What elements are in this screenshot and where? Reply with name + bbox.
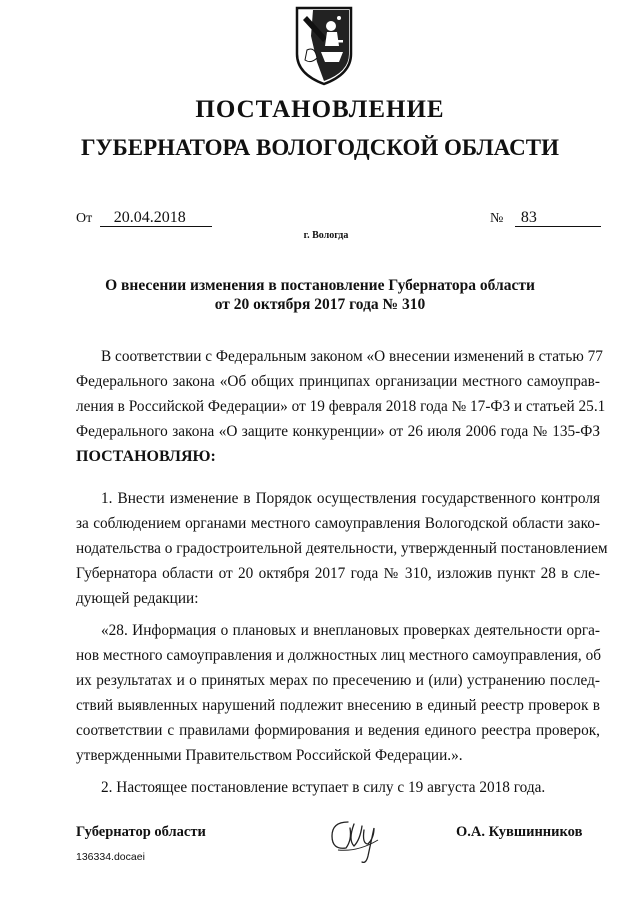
subject-line: от 20 октября 2017 года № 310 xyxy=(214,296,426,313)
coat-of-arms-icon xyxy=(293,2,355,86)
body-line: 1. Внести изменение в Порядок осуществления государственного контроля xyxy=(101,490,600,507)
body-line: ления в Российской Федерации» от 19 февраля 2018 года № 17-ФЗ и статьей 25.1 xyxy=(76,398,606,415)
body-line: соответствии с правилами формирования и ведения единого реестра проверок, xyxy=(76,722,600,739)
document-title: ПОСТАНОВЛЕНИЕ xyxy=(195,96,445,123)
signature-icon xyxy=(318,810,398,866)
signer-position: Губернатор области xyxy=(76,824,206,840)
city-label: г. Вологда xyxy=(303,230,349,241)
body-line: «28. Информация о плановых и внеплановых проверках деятельности орга- xyxy=(101,622,600,639)
number-line xyxy=(490,210,601,227)
body-line: за соблюдением органами местного самоуправления Вологодской области зако- xyxy=(76,515,600,532)
document-subject xyxy=(0,276,640,314)
body-line: ствий выявленных нарушений подлежит внесению в единый реестр проверок в xyxy=(76,697,600,714)
decree-keyword: ПОСТАНОВЛЯЮ: xyxy=(76,448,216,465)
signer-name: О.А. Кувшинников xyxy=(456,824,583,840)
body-line: дующей редакции: xyxy=(76,590,199,607)
subject-line: О внесении изменения в постановление Губернатора области xyxy=(105,277,535,294)
file-code: 136334.docaei xyxy=(76,851,145,863)
document-number: 83 xyxy=(515,210,601,227)
body-line: В соответствии с Федеральным законом «О внесении изменений в статью 77 xyxy=(101,348,603,365)
document-subtitle: ГУБЕРНАТОРА ВОЛОГОДСКОЙ ОБЛАСТИ xyxy=(81,135,559,160)
date-prefix: От xyxy=(76,211,93,226)
body-line: Губернатора области от 20 октября 2017 года № 310, изложив пункт 28 в сле- xyxy=(76,565,600,582)
body-line: нодательства о градостроительной деятельности, утвержденный постановлением xyxy=(76,540,608,557)
body-line: нов местного самоуправления и должностных лиц местного самоуправления, об xyxy=(76,647,602,664)
body-line: Федерального закона «Об общих принципах организации местного самоуправ- xyxy=(76,373,600,390)
date-line xyxy=(76,210,212,227)
body-line: утвержденными Правительством Российской Федерации.». xyxy=(76,747,463,764)
body-line: Федерального закона «О защите конкуренции» от 26 июля 2006 года № 135-ФЗ xyxy=(76,423,600,440)
number-prefix: № xyxy=(490,211,504,226)
document-date: 20.04.2018 xyxy=(100,210,212,227)
body-line: 2. Настоящее постановление вступает в силу с 19 августа 2018 года. xyxy=(101,779,546,796)
body-line: их результатах и о принятых мерах по пресечению и (или) устранению послед- xyxy=(76,672,600,689)
